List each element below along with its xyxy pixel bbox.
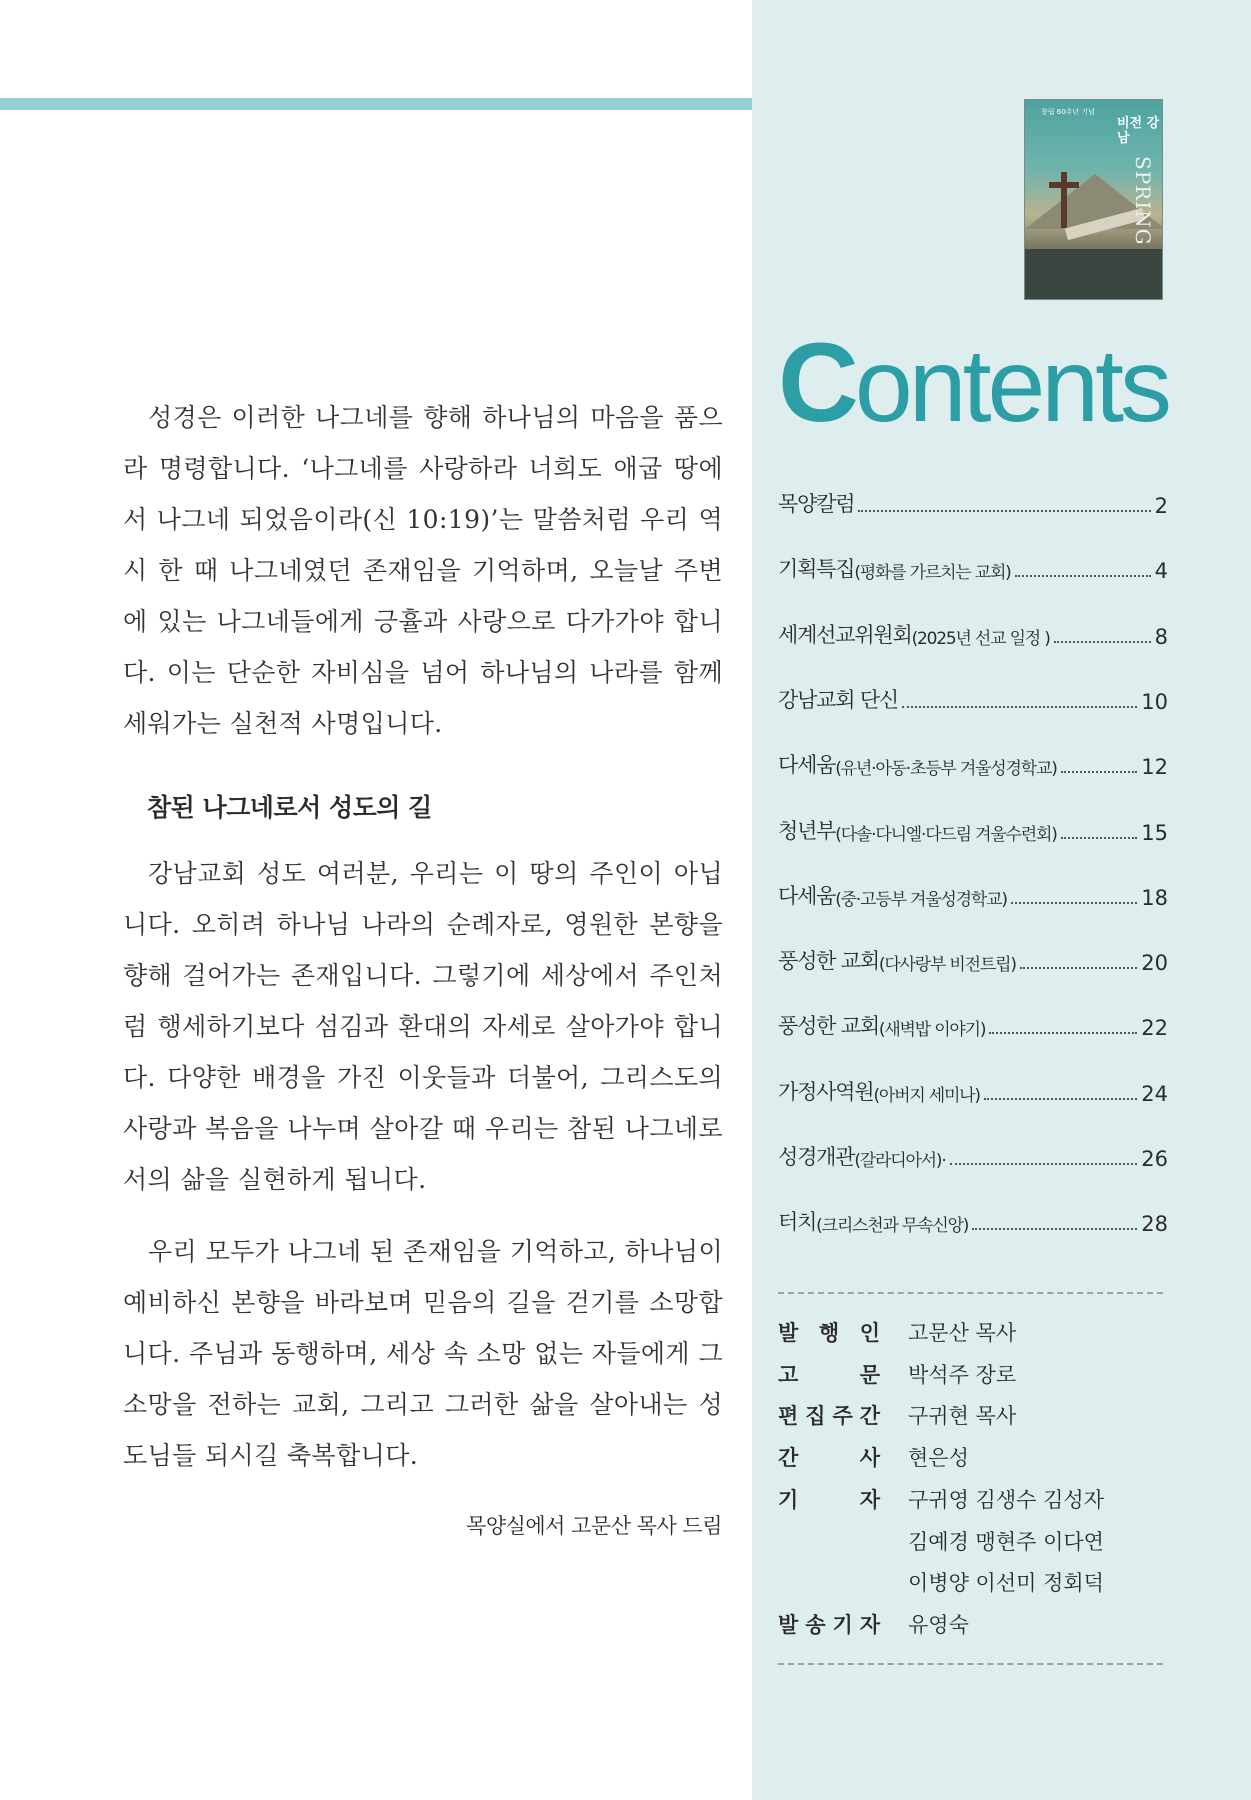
toc-dot-leader [1054, 640, 1151, 643]
toc-item-title: 청년부 [778, 818, 836, 843]
toc-item [778, 1135, 1168, 1171]
toc-item-title: 세계선교위원회 [778, 622, 912, 647]
staff-role-char: 발 [778, 1612, 799, 1637]
contents-title-rest: ontents [854, 328, 1169, 444]
staff-role [778, 1442, 880, 1472]
divider-bottom [778, 1663, 1163, 1665]
toc-dot-leader [902, 705, 1137, 708]
toc-dot-leader [1015, 574, 1151, 577]
toc-item-title: 가정사역원 [778, 1079, 874, 1104]
staff-role-char: 발 [778, 1321, 799, 1345]
staff-names: 이병양 이선미 정회덕 [908, 1571, 1104, 1596]
column-paragraph-2 [123, 848, 723, 1205]
toc-item-title: 다세움 [778, 883, 836, 908]
toc-dot-leader [989, 1031, 1137, 1034]
staff-names: 고문산 목사 [908, 1321, 1017, 1345]
toc-item-title: 목양칼럼 [778, 492, 855, 516]
toc-item [778, 482, 1168, 518]
toc-item-title: 성경개관 [778, 1145, 855, 1169]
staff-role [778, 1359, 880, 1389]
paragraph-2: 강남교회 성도 여러분, 우리는 이 땅의 주인이 아닙니다. 오히려 하나님 나라의 순례자로, 영원한 본향을 향해 걸어가는 존재입니다. 그렇기에 세상에서 주인처럼 행세하기보다 섬김과 환대의 자세로 살아가야 합니다. 다양한 배경을 가진 이웃들과 더불어, 그리스도의 사랑과 복음을 나누며 살아갈 때 우리는 참된 나그네로서의 삶을 실현하게 됩니다. [123, 859, 723, 1194]
toc-item-subtitle: (2025년 선교 일정 ) [911, 628, 1050, 649]
cover-small-title: 창립 60주년 기념 [1041, 108, 1095, 116]
toc-page-number: 12 [1141, 755, 1168, 780]
staff-names: 김예경 맹현주 이다연 [908, 1529, 1104, 1554]
toc-page-number: 26 [1141, 1147, 1168, 1171]
staff-role-char: 편 [778, 1404, 799, 1429]
column-paragraph-3 [123, 1226, 723, 1481]
staff-names: 구귀현 목사 [908, 1404, 1017, 1429]
toc-page-number: 2 [1154, 494, 1168, 518]
toc-item [778, 939, 1168, 975]
toc-item [778, 678, 1168, 714]
toc-item [778, 547, 1168, 583]
toc-dot-leader [1020, 966, 1138, 969]
toc-dot-leader [1011, 901, 1138, 904]
contents-title [778, 320, 1169, 445]
toc-item-title: 다세움 [778, 753, 836, 778]
paragraph-1: 성경은 이러한 나그네를 향해 하나님의 마음을 품으라 명령합니다. ‘나그네를 사랑하라 너희도 애굽 땅에서 나그네 되었음이라(신 10:19)’는 말씀처럼 우리 역시 한 때 나그네였던 존재임을 기억하며, 오늘날 주변에 있는 나그네들에게 긍휼과 사랑으로 다가가야 합니다. 이는 단순한 자비심을 넘어 하나님의 나라를 함께 세워가는 실천적 사명입니다. [123, 403, 723, 738]
magazine-cover-image [1024, 99, 1163, 300]
staff-role-char: 주 [832, 1404, 853, 1429]
toc-item-subtitle: (새벽밥 이야기) [878, 1020, 986, 1041]
toc-dot-leader [972, 1227, 1137, 1230]
staff-role [778, 1609, 880, 1639]
cover-title: 비전 강남 [1117, 116, 1160, 146]
cover-rocks [1025, 249, 1162, 299]
toc-dot-leader [950, 1162, 1138, 1165]
toc-item-title: 풍성한 교회 [778, 949, 879, 974]
toc-item [778, 809, 1168, 845]
toc-item-subtitle: (아버지 세미나) [873, 1085, 980, 1106]
toc-dot-leader [1061, 770, 1138, 773]
paragraph-3: 우리 모두가 나그네 된 존재임을 기억하고, 하나님이 예비하신 본향을 바라보며 믿음의 길을 걷기를 소망합니다. 주님과 동행하며, 세상 속 소망 없는 자들에게 그 소망을 전하는 교회, 그리고 그러한 삶을 살아내는 성도님들 되시길 축복합니다. [123, 1237, 723, 1470]
staff-row [778, 1525, 1168, 1557]
toc-page-number: 8 [1154, 624, 1168, 649]
staff-role-char: 자 [859, 1487, 880, 1512]
staff-names: 유영숙 [908, 1612, 969, 1637]
toc-item-subtitle: (갈라디아서)· [854, 1151, 946, 1171]
toc-page-number: 18 [1141, 885, 1168, 910]
staff-role-char: 집 [805, 1404, 826, 1429]
staff-role-char: 행 [818, 1321, 840, 1345]
toc-item-title: 풍성한 교회 [778, 1014, 879, 1039]
staff-role-char: 고 [778, 1362, 799, 1387]
signature: 목양실에서 고문산 목사 드림 [466, 1514, 722, 1538]
staff-role-char: 기 [832, 1612, 853, 1637]
toc-item-title: 기획특집 [778, 557, 855, 582]
staff-row [778, 1399, 1168, 1431]
staff-role-char: 간 [859, 1404, 880, 1429]
staff-role-char: 문 [859, 1362, 880, 1387]
toc-item-subtitle: (다솔·다니엘·다드림 겨울수련회) [835, 824, 1057, 845]
toc-item [778, 874, 1168, 910]
staff-row [778, 1441, 1168, 1473]
toc-item-subtitle: (유년·아동·초등부 겨울성경학교) [835, 759, 1057, 780]
staff-role-char: 자 [859, 1612, 880, 1637]
staff-role [778, 1317, 880, 1347]
toc-item [778, 1200, 1168, 1236]
divider-top [778, 1292, 1163, 1294]
staff-role-char: 기 [778, 1487, 799, 1512]
toc-item-subtitle: (중·고등부 겨울성경학교) [835, 889, 1007, 910]
top-accent-bar [0, 98, 752, 110]
staff-row [778, 1483, 1168, 1515]
staff-role-char: 사 [859, 1446, 880, 1471]
toc-dot-leader [1061, 836, 1138, 839]
toc-item [778, 743, 1168, 779]
toc-item-title: 강남교회 단신 [778, 687, 898, 712]
staff-role [778, 1484, 880, 1514]
toc-item-title: 터치 [778, 1210, 817, 1235]
staff-row [778, 1608, 1168, 1640]
staff-row [778, 1316, 1168, 1348]
toc-page-number: 4 [1154, 559, 1168, 584]
toc-page-number: 28 [1141, 1212, 1168, 1237]
staff-names: 구귀영 김생수 김성자 [908, 1487, 1104, 1512]
section-subheading: 참된 나그네로서 성도의 길 [147, 793, 432, 822]
cover-cross-icon [1061, 172, 1067, 228]
contents-title-cap: C [778, 320, 855, 445]
staff-role [778, 1400, 880, 1430]
toc-item [778, 1070, 1168, 1106]
staff-row [778, 1358, 1168, 1390]
staff-role-char: 간 [778, 1446, 799, 1471]
toc-page-number: 22 [1141, 1016, 1168, 1041]
toc-page-number: 20 [1141, 951, 1168, 976]
toc-page-number: 24 [1141, 1081, 1168, 1106]
toc-item-subtitle: (크리스천과 무속신앙) [816, 1216, 969, 1237]
toc-item-subtitle: (다사랑부 비전트립) [878, 955, 1016, 976]
toc-item-subtitle: (평화를 가르치는 교회) [854, 563, 1011, 584]
toc-item [778, 1004, 1168, 1040]
cover-cross-bar [1049, 182, 1079, 188]
staff-names: 현은성 [908, 1446, 969, 1471]
toc-dot-leader [984, 1097, 1137, 1100]
toc-page-number: 10 [1141, 689, 1168, 714]
staff-role-char: 인 [859, 1321, 880, 1345]
staff-role-char: 송 [805, 1612, 826, 1637]
cover-spring-text: SPRING [1131, 156, 1155, 246]
toc-item [778, 613, 1168, 649]
staff-row [778, 1566, 1168, 1598]
toc-page-number: 15 [1141, 820, 1168, 845]
staff-names: 박석주 장로 [908, 1362, 1017, 1387]
toc-dot-leader [858, 509, 1150, 512]
column-paragraph-1 [123, 392, 723, 749]
